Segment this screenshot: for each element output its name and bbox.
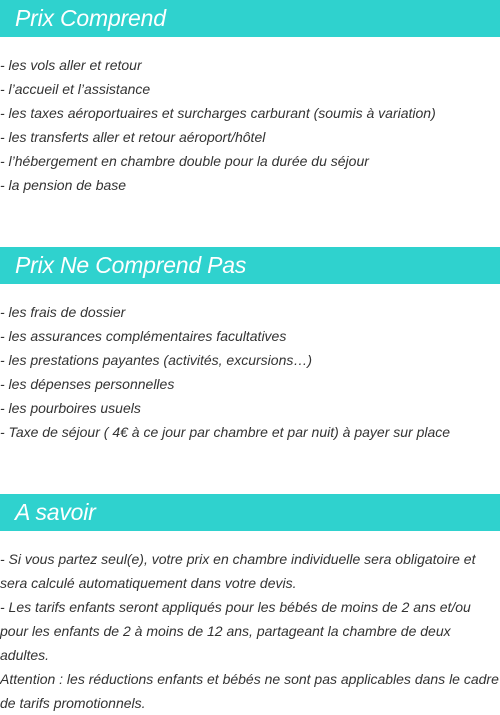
list-item: - les frais de dossier — [0, 304, 126, 320]
section-a-savoir — [0, 494, 500, 715]
section-title: A savoir — [15, 499, 96, 525]
included-list — [0, 53, 500, 197]
info-body — [0, 547, 500, 715]
info-paragraph: - Les tarifs enfants seront appliqués pour les bébés de moins de 2 ans et/ou pour les enfants de 2 à moins de 12 ans, partageant la chambre de deux adultes. — [0, 599, 471, 663]
list-item: - l’hébergement en chambre double pour la durée du séjour — [0, 153, 369, 169]
list-item: - Taxe de séjour ( 4€ à ce jour par chambre et par nuit) à payer sur place — [0, 424, 451, 440]
list-item: - les assurances complémentaires facultatives — [0, 328, 287, 344]
list-item: - la pension de base — [0, 177, 127, 193]
section-header — [0, 247, 500, 284]
section-title: Prix Comprend — [15, 5, 166, 31]
section-header — [0, 0, 500, 37]
info-paragraph: Attention : les réductions enfants et bébés ne sont pas applicables dans le cadre de tarifs promotionnels. — [0, 671, 499, 711]
section-prix-comprend — [0, 0, 500, 197]
section-header — [0, 494, 500, 531]
list-item: - l’accueil et l’assistance — [0, 81, 151, 97]
list-item: - les dépenses personnelles — [0, 376, 175, 392]
section-title: Prix Ne Comprend Pas — [15, 252, 247, 278]
list-item: - les transferts aller et retour aéroport/hôtel — [0, 129, 266, 145]
list-item: - les taxes aéroportuaires et surcharges carburant (soumis à variation) — [0, 105, 436, 121]
section-prix-ne-comprend-pas — [0, 247, 500, 444]
list-item: - les vols aller et retour — [0, 57, 142, 73]
info-paragraph: - Si vous partez seul(e), votre prix en chambre individuelle sera obligatoire et sera calculé automatiquement dans votre devis. — [0, 551, 476, 591]
list-item: - les pourboires usuels — [0, 400, 141, 416]
excluded-list — [0, 300, 500, 444]
list-item: - les prestations payantes (activités, excursions…) — [0, 352, 313, 368]
